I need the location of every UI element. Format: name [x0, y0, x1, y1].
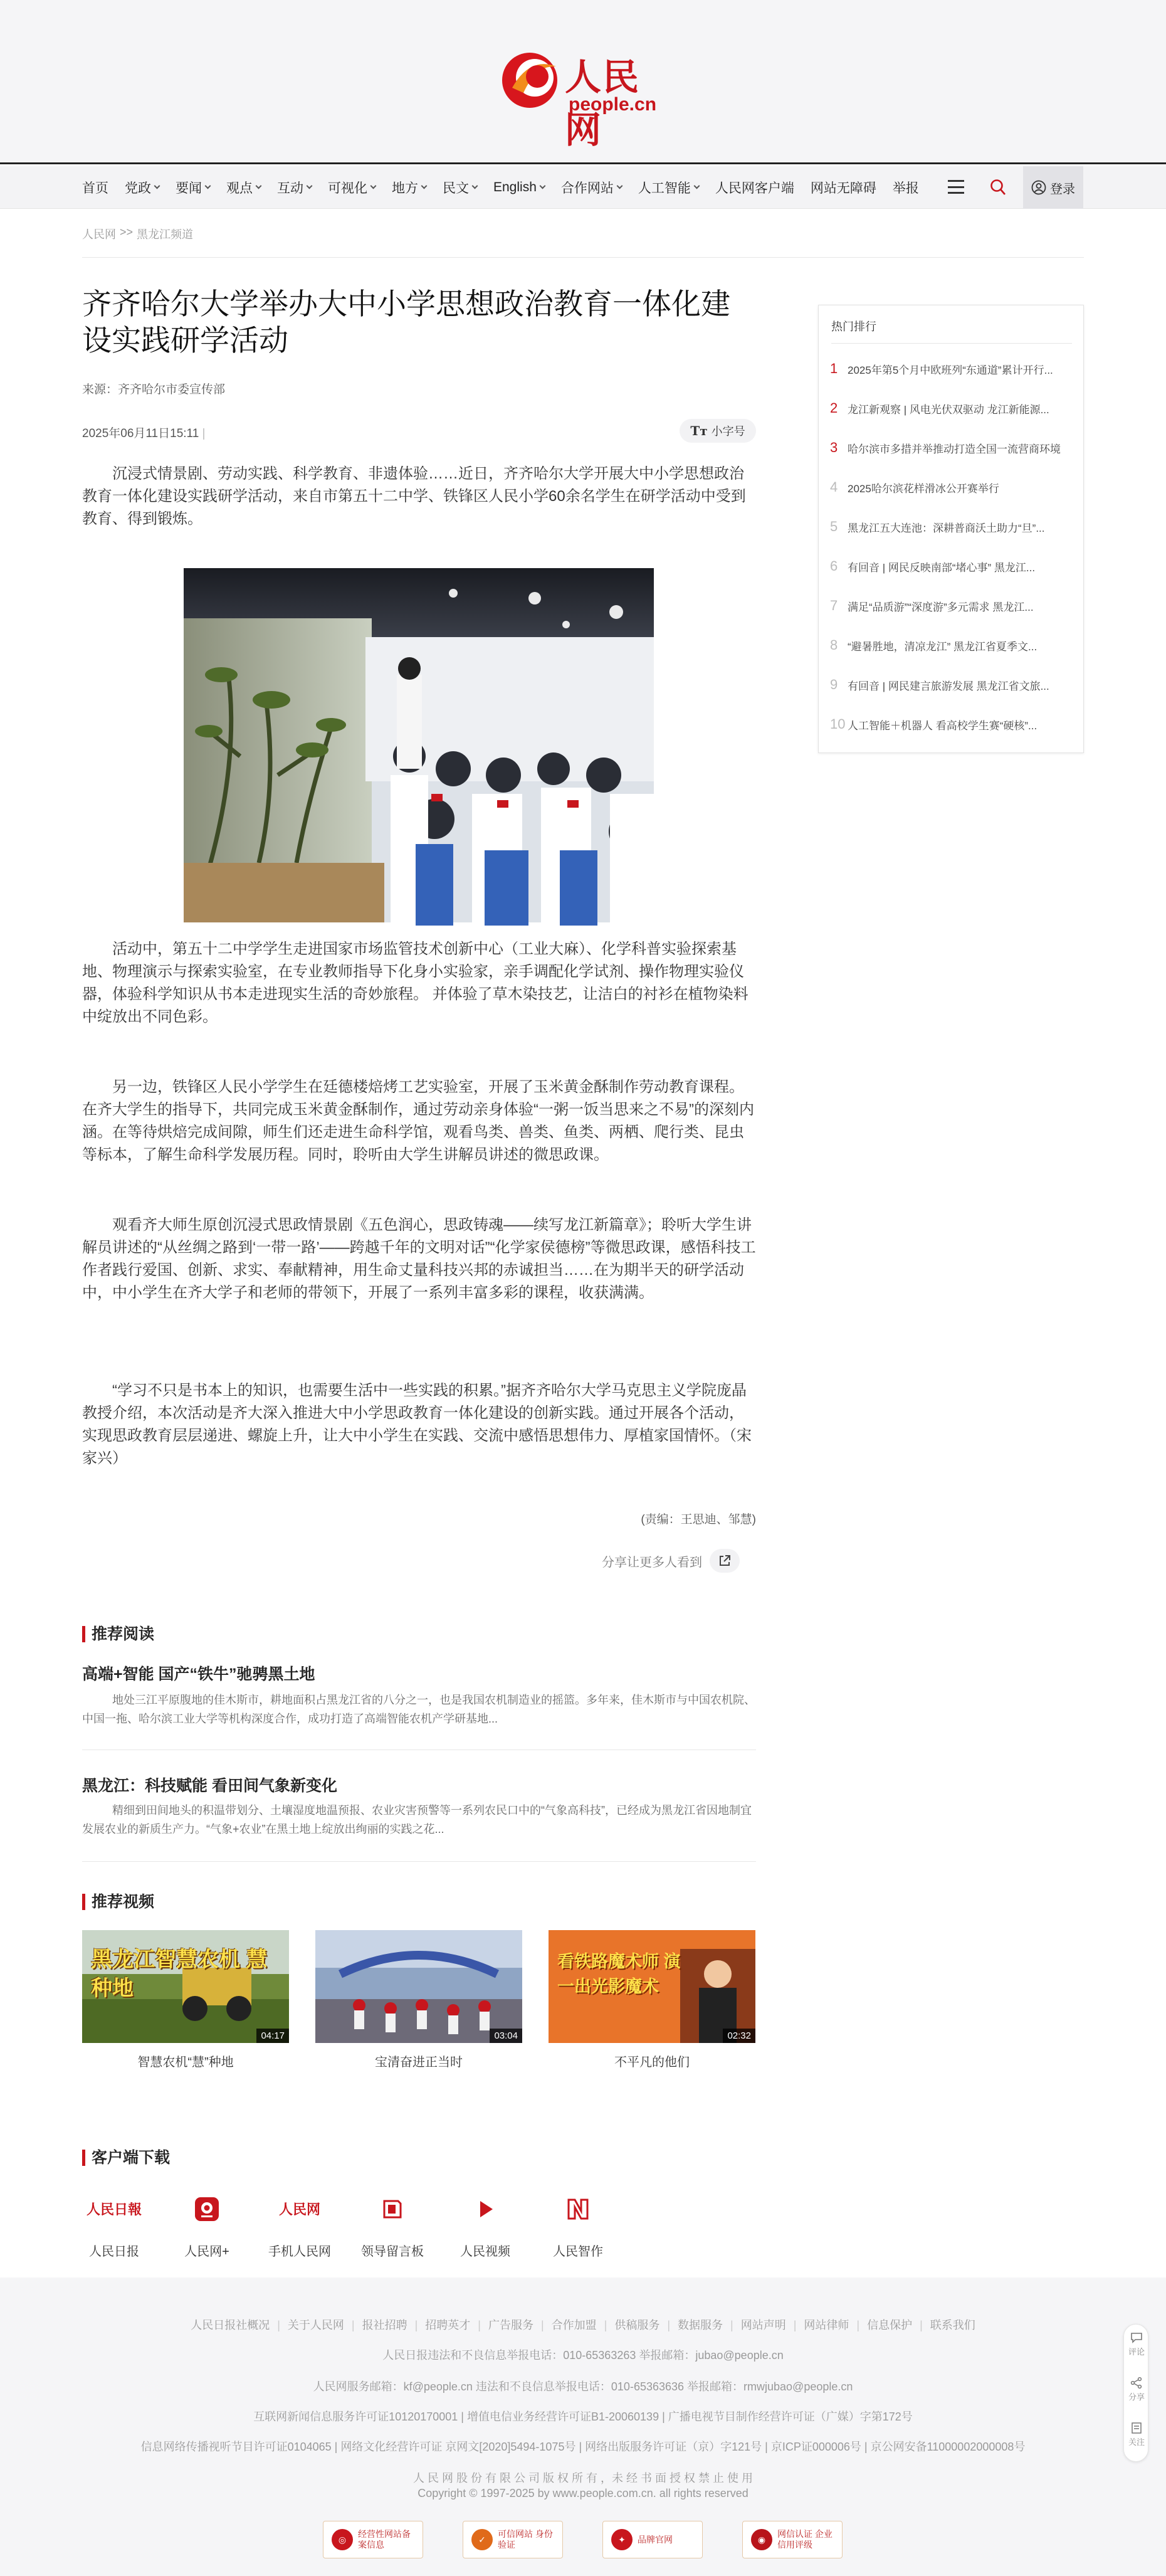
footer-badge[interactable] — [742, 2521, 843, 2558]
comment-label: 评论 — [1128, 2347, 1145, 2357]
svg-text:人民日報: 人民日報 — [86, 2202, 142, 2218]
hot-ranking-item[interactable] — [830, 519, 1074, 535]
follow-button[interactable] — [1124, 2422, 1149, 2447]
nav-item-label: English — [493, 180, 537, 194]
hot-ranking-item[interactable] — [830, 598, 1074, 614]
share-float-button[interactable] — [1124, 2377, 1149, 2402]
login-label: 登录 — [1050, 182, 1075, 196]
breadcrumb — [82, 226, 193, 242]
app-download-item[interactable] — [451, 2190, 520, 2259]
badge-credit-icon: ◉ — [751, 2529, 772, 2550]
hot-ranking-text: 人工智能＋机器人 看高校学生赛“硬核”... — [848, 719, 1037, 732]
footer-line: 人民日报违法和不良信息举报电话：010-65363263 举报邮箱：jubao@people.cn — [382, 2349, 784, 2362]
footer-line: Copyright © 1997-2025 by www.people.com.cn. all rights reserved — [418, 2487, 748, 2499]
people-create-icon — [559, 2190, 597, 2229]
chevron-down-icon — [472, 183, 478, 189]
footer-link[interactable]: 人民日报社概况 — [191, 2319, 270, 2331]
app-download-item[interactable] — [544, 2190, 612, 2259]
date-separator: | — [202, 427, 206, 440]
svg-text:人民网: 人民网 — [278, 2202, 321, 2218]
footer-link[interactable]: 广告服务 — [488, 2319, 533, 2331]
video-duration: 02:32 — [723, 2029, 755, 2043]
footer-line: 人 民 网 股 份 有 限 公 司 版 权 所 有 ，未 经 书 面 授 权 禁 止 使 用 — [412, 2472, 754, 2484]
nav-item[interactable] — [893, 178, 919, 197]
badge-brand-icon: ✦ — [611, 2529, 633, 2550]
login-button[interactable] — [1023, 166, 1083, 209]
app-download-item[interactable] — [80, 2190, 149, 2259]
nav-item-label: 地方 — [392, 181, 418, 196]
main-nav — [0, 166, 1166, 209]
user-icon — [1031, 180, 1046, 195]
video-caption[interactable]: 智慧农机“慧”种地 — [137, 2056, 234, 2069]
footer-link-separator: | — [540, 2319, 544, 2331]
museum-photo-illustration — [184, 568, 654, 922]
badge-label: 经营性网站备案信息 — [358, 2529, 411, 2550]
hot-ranking-item[interactable] — [830, 677, 1074, 693]
nav-item-label: 首页 — [82, 181, 108, 196]
nav-item[interactable] — [176, 178, 210, 197]
breadcrumb-channel[interactable]: 黑龙江频道 — [137, 228, 194, 241]
nav-item-label: 民文 — [443, 181, 469, 196]
nav-item-label: 互动 — [277, 181, 303, 196]
footer-link[interactable]: 联系我们 — [930, 2319, 975, 2331]
app-download-label: 人民日报 — [89, 2245, 139, 2259]
app-download-label: 手机人民网 — [268, 2245, 331, 2259]
footer — [0, 2278, 1166, 2576]
article-title: 齐齐哈尔大学举办大中小学思想政治教育一体化建设实践研学活动 — [82, 287, 730, 357]
nav-list — [82, 166, 935, 209]
hot-ranking-divider — [831, 343, 1072, 344]
footer-link[interactable]: 信息保护 — [867, 2319, 913, 2331]
nav-item[interactable] — [328, 178, 376, 197]
nav-item[interactable] — [392, 178, 426, 197]
hot-ranking-item[interactable] — [830, 479, 1074, 495]
hot-ranking-text: 2025年第5个月中欧班列“东通道”累计开行... — [848, 364, 1053, 376]
font-size-label: 小字号 — [711, 425, 745, 438]
footer-link[interactable]: 招聘英才 — [425, 2319, 471, 2331]
app-download-item[interactable] — [172, 2190, 241, 2259]
app-download-label: 人民视频 — [460, 2245, 510, 2259]
mobile-people-icon — [280, 2190, 319, 2229]
chevron-down-icon — [205, 183, 211, 189]
hot-ranking-item[interactable] — [830, 716, 1074, 732]
hot-ranking-text: 有回音 | 网民建言旅游发展 黑龙江省文旅... — [848, 680, 1049, 692]
nav-item-label: 网站无障碍 — [810, 181, 876, 196]
hot-ranking — [818, 305, 1084, 753]
app-download-label: 领导留言板 — [361, 2245, 424, 2259]
chevron-down-icon — [154, 183, 160, 189]
hot-ranking-number: 2 — [830, 400, 838, 416]
chevron-down-icon — [616, 183, 622, 189]
nav-item-label: 人民网客户端 — [715, 181, 794, 196]
recommend-item-summary: 精细到田间地头的积温带划分、土壤湿度地温预报、农业灾害预警等一系列农民口中的“气象高科技”，已经成为黑龙江省因地制宜发展农业的新质生产力。“气象+农业”在黑土地上绽放出绚丽的实践之花... — [82, 1804, 752, 1835]
hot-ranking-item[interactable] — [830, 637, 1074, 653]
breadcrumb-separator: >> — [120, 226, 134, 238]
hot-ranking-number: 7 — [830, 598, 838, 613]
recommend-item-summary: 地处三江平原腹地的佳木斯市，耕地面积占黑龙江省的八分之一，也是我国农机制造业的摇篮。多年来，佳木斯市与中国农机院、中国一拖、哈尔滨工业大学等机构深度合作，成功打造了高端智能农机产学研基地... — [82, 1694, 755, 1725]
recommend-item-title[interactable]: 高端+智能 国产“铁牛”驰骋黑土地 — [82, 1665, 315, 1683]
people-plus-icon — [187, 2190, 226, 2229]
comment-button[interactable] — [1124, 2332, 1149, 2357]
hot-ranking-text: 2025哈尔滨花样滑冰公开赛举行 — [848, 482, 999, 495]
nav-item[interactable] — [493, 180, 545, 195]
comment-icon — [1130, 2332, 1143, 2343]
nav-item[interactable] — [443, 178, 477, 197]
footer-link-separator: | — [414, 2319, 418, 2331]
section-title-recommend: 推荐阅读 — [82, 1626, 154, 1642]
share-button[interactable] — [710, 1549, 740, 1573]
article-paragraph: 活动中，第五十二中学学生走进国家市场监管技术创新中心（工业大麻）、化学科普实验探索基地、物理演示与探索实验室，在专业教师指导下化身小实验家，亲手调配化学试剂、操作物理实验仪器，体验科学知识从书本走进现实生活的奇妙旅程。 并体验了草木染技艺，让洁白的衬衫在植物染料中绽放出不同色彩。 — [82, 941, 748, 1025]
nav-item[interactable] — [811, 178, 876, 197]
follow-label: 关注 — [1128, 2437, 1145, 2447]
message-board-icon — [373, 2190, 412, 2229]
footer-link-separator: | — [793, 2319, 797, 2331]
app-download-item[interactable] — [265, 2190, 334, 2259]
badge-trusted-icon: ✓ — [471, 2529, 493, 2550]
badge-label: 可信网站 身份验证 — [498, 2529, 553, 2550]
footer-badge[interactable] — [602, 2521, 703, 2558]
chevron-down-icon — [539, 183, 545, 189]
people-video-icon — [466, 2190, 505, 2229]
menu-icon[interactable] — [948, 180, 964, 194]
footer-link-separator: | — [856, 2319, 860, 2331]
people-daily-icon — [86, 2190, 142, 2229]
video-duration: 03:04 — [490, 2029, 522, 2043]
hot-ranking-text: 满足“品质游”“深度游”多元需求 黑龙江... — [848, 601, 1034, 613]
logo-domain: people.cn — [569, 94, 657, 115]
hot-ranking-number: 1 — [830, 361, 838, 376]
footer-line: 人民网服务邮箱：kf@people.cn 违法和不良信息举报电话：010-65363636 举报邮箱：rmwjubao@people.cn — [313, 2380, 853, 2393]
nav-item-label: 人工智能 — [638, 181, 691, 196]
logo-text: 人民网 — [565, 56, 641, 151]
footer-badge[interactable] — [463, 2521, 563, 2558]
people-logo[interactable] — [498, 44, 674, 151]
footer-link[interactable]: 供稿服务 — [614, 2319, 660, 2331]
hot-ranking-number: 9 — [830, 677, 838, 692]
article-date — [82, 424, 205, 441]
video-thumb[interactable] — [82, 1930, 289, 2043]
nav-item-label: 可视化 — [328, 181, 367, 196]
nav-item[interactable] — [277, 178, 312, 197]
nav-item-label: 合作网站 — [560, 181, 614, 196]
hot-ranking-text: 有回音 | 网民反映南部“堵心事” 黑龙江... — [848, 561, 1036, 574]
footer-links — [0, 2316, 1166, 2333]
section-title-apps: 客户端下载 — [82, 2150, 170, 2166]
share-float-label: 分享 — [1128, 2392, 1145, 2402]
nav-item[interactable] — [638, 178, 699, 197]
share-text: 分享让更多人看到 — [602, 1555, 702, 1570]
video-overlay-text: 黑龙江智慧农机 慧种地 — [91, 1948, 268, 2000]
badge-label: 网信认证 企业信用评级 — [777, 2529, 832, 2550]
section-title-videos: 推荐视频 — [82, 1894, 154, 1910]
nav-item-label: 观点 — [226, 181, 253, 196]
footer-link[interactable]: 网站律师 — [804, 2319, 849, 2331]
hot-ranking-number: 8 — [830, 637, 838, 653]
footer-link-separator: | — [478, 2319, 481, 2331]
footer-line: 互联网新闻信息服务许可证10120170001 | 增值电信业务经营许可证B1-20060139 | 广播电视节目制作经营许可证（广媒）字第172号 — [253, 2410, 913, 2423]
share-bar — [602, 1549, 740, 1573]
font-size-icon: Tт — [690, 423, 708, 438]
video-overlay-text: 看铁路魔术师 演一出光影魔术 — [557, 1952, 681, 1996]
hot-ranking-number: 5 — [830, 519, 838, 534]
hot-ranking-title: 热门排行 — [831, 320, 876, 333]
hot-ranking-item[interactable] — [830, 400, 1074, 416]
floating-toolbar — [1123, 2324, 1148, 2462]
hot-ranking-number: 10 — [830, 716, 846, 732]
footer-link-separator: | — [351, 2319, 355, 2331]
hot-ranking-number: 4 — [830, 479, 838, 495]
chevron-down-icon — [693, 183, 700, 189]
badge-emblem-icon: ◎ — [332, 2529, 353, 2550]
nav-item-label: 举报 — [892, 181, 919, 196]
article-date-text: 2025年06月11日15:11 — [82, 427, 199, 440]
footer-link[interactable]: 数据服务 — [678, 2319, 723, 2331]
hot-ranking-item[interactable] — [830, 440, 1074, 456]
article-editor: (责编：王思迪、邹慧) — [641, 1513, 756, 1526]
hot-ranking-item[interactable] — [830, 361, 1074, 377]
app-download-label: 人民智作 — [553, 2245, 603, 2259]
footer-link[interactable]: 合作加盟 — [551, 2319, 597, 2331]
footer-badge[interactable] — [323, 2521, 423, 2558]
article-source: 来源：齐齐哈尔市委宣传部 — [82, 383, 226, 396]
nav-item[interactable] — [226, 178, 261, 197]
nav-item[interactable] — [715, 178, 794, 197]
search-icon[interactable] — [990, 179, 1006, 196]
chevron-down-icon — [256, 183, 262, 189]
app-download-item[interactable] — [358, 2190, 427, 2259]
app-download-label: 人民网+ — [184, 2245, 229, 2259]
video-duration: 04:17 — [256, 2029, 289, 2043]
video-caption[interactable]: 不平凡的他们 — [614, 2056, 690, 2069]
badge-label: 品牌官网 — [638, 2534, 673, 2545]
video-thumb[interactable] — [549, 1930, 755, 2043]
nav-item[interactable] — [82, 178, 108, 197]
video-thumb-image — [315, 1930, 522, 2043]
hot-ranking-text: 黑龙江五大连池：深耕普商沃土助力“旦”... — [848, 522, 1045, 534]
article-paragraph: 另一边，铁锋区人民小学学生在廷德楼焙烤工艺实验室，开展了玉米黄金酥制作劳动教育课程。在齐大学生的指导下，共同完成玉米黄金酥制作，通过劳动亲身体验“一粥一饭当思来之不易”的深刻内涵。在等待烘焙完成间隙，师生们还走进生命科学馆，观看鸟类、兽类、鱼类、两栖、爬行类、昆虫等标本，了解生命科学发展历程。同时，聆听由大学生讲解员讲述的微思政课。 — [82, 1079, 754, 1163]
footer-link-separator: | — [920, 2319, 923, 2331]
footer-link-separator: | — [730, 2319, 733, 2331]
font-size-button[interactable] — [680, 419, 756, 443]
nav-item[interactable] — [561, 178, 622, 197]
chevron-down-icon — [421, 183, 428, 189]
article-paragraph: 观看齐大师生原创沉浸式思政情景剧《五色润心，思政铸魂——续写龙江新篇章》；聆听大学生讲解员讲述的“从丝绸之路到‘一带一路’——跨越千年的文明对话”“化学家侯德榜”等微思政课，感悟科技工作者践行爱国、创新、求实、奉献精神，用生命丈量科技兴邦的赤诚担当……在为期半天的研学活动中，中小学生在齐大学子和老师的带领下，开展了一系列丰富多彩的课程，收获满满。 — [82, 1217, 756, 1301]
footer-link[interactable]: 报社招聘 — [362, 2319, 407, 2331]
footer-link[interactable]: 关于人民网 — [287, 2319, 344, 2331]
article-paragraph: “学习不只是书本上的知识，也需要生活中一些实践的积累。”据齐齐哈尔大学马克思主义学院庞晶教授介绍，本次活动是齐大深入推进大中小学思政教育一体化建设的创新实践。通过开展各个活动，实现思政教育层层递进、螺旋上升，让大中小学生在实践、交流中感悟思想伟力、厚植家国情怀。（宋家兴） — [82, 1382, 752, 1467]
footer-link-separator: | — [667, 2319, 671, 2331]
share-icon — [718, 1554, 732, 1568]
hot-ranking-text: “避暑胜地，清凉龙江” 黑龙江省夏季文... — [848, 640, 1037, 653]
share-nodes-icon — [1130, 2377, 1143, 2389]
follow-icon — [1130, 2422, 1143, 2434]
nav-item-label: 党政 — [125, 181, 151, 196]
nav-item-label: 要闻 — [176, 181, 202, 196]
footer-link[interactable]: 网站声明 — [740, 2319, 786, 2331]
video-thumb[interactable] — [315, 1930, 522, 2043]
hot-ranking-text: 哈尔滨市多措并举推动打造全国一流营商环境 — [848, 443, 1061, 455]
footer-line: 信息网络传播视听节目许可证0104065 | 网络文化经营许可证 京网文[2020]5494-1075号 | 网络出版服务许可证（京）字121号 | 京ICP证000006号 | 京公网安备11000002000008号 — [140, 2441, 1026, 2453]
hot-ranking-number: 6 — [830, 558, 838, 574]
video-caption[interactable]: 宝清奋进正当时 — [375, 2056, 463, 2069]
recommend-item-title[interactable]: 黑龙江：科技赋能 看田间气象新变化 — [82, 1777, 337, 1795]
breadcrumb-home[interactable]: 人民网 — [82, 228, 116, 241]
hot-ranking-number: 3 — [830, 440, 838, 455]
hot-ranking-item[interactable] — [830, 558, 1074, 574]
recommend-divider — [82, 1861, 756, 1862]
chevron-down-icon — [307, 183, 313, 189]
article-paragraph: 沉浸式情景剧、劳动实践、科学教育、非遗体验……近日，齐齐哈尔大学开展大中小学思想政治教育一体化建设实践研学活动，来自市第五十二中学、铁锋区人民小学60余名学生在研学活动中受到教育、得到锻炼。 — [82, 465, 746, 527]
hot-ranking-text: 龙江新观察 | 风电光伏双驱动 龙江新能源... — [848, 403, 1049, 416]
nav-item[interactable] — [125, 178, 159, 197]
article-photo — [184, 568, 654, 922]
footer-link-separator: | — [604, 2319, 607, 2331]
footer-link-separator: | — [277, 2319, 280, 2331]
chevron-down-icon — [370, 183, 377, 189]
breadcrumb-divider — [82, 257, 1084, 258]
